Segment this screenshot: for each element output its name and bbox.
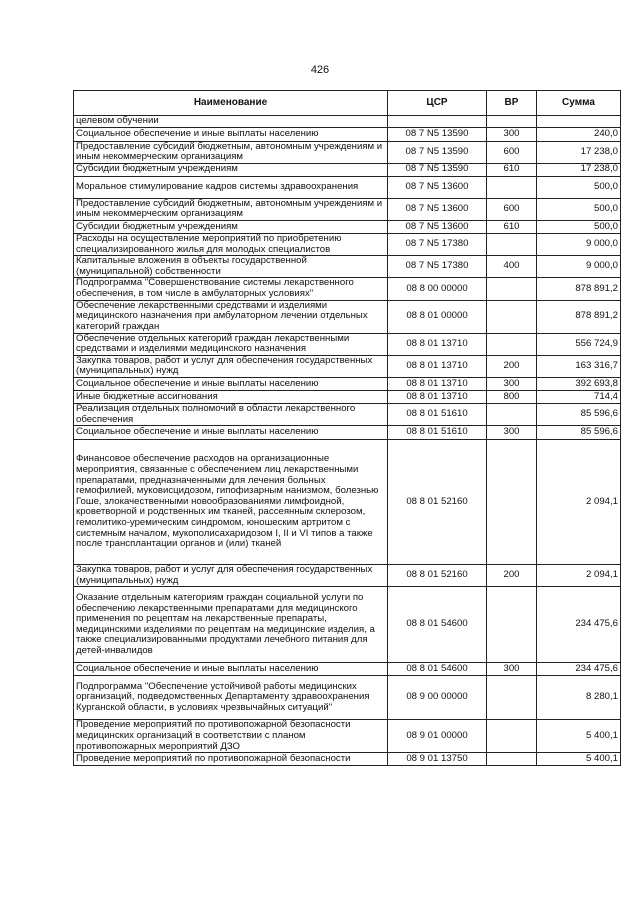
cell-vr: 300 — [487, 377, 537, 390]
table-row — [74, 565, 621, 587]
cell-vr — [487, 233, 537, 255]
cell-sum: 2 094,1 — [537, 440, 621, 565]
cell-name: целевом обучении — [74, 116, 388, 128]
cell-sum: 500,0 — [537, 176, 621, 198]
cell-csr: 08 7 N5 13600 — [388, 176, 487, 198]
cell-name: Социальное обеспечение и иные выплаты населению — [74, 663, 388, 676]
cell-sum: 5 400,1 — [537, 753, 621, 766]
cell-csr: 08 7 N5 17380 — [388, 256, 487, 278]
cell-name: Оказание отдельным категориям граждан социальной услуги по обеспечению лекарственными препаратами для медицинского применения по рецептам на лекарственные препараты, медицинскими изделиями по рецептам на медицинские изделия, а также специализированными продуктами лечебного питания для детей-инвалидов — [74, 587, 388, 663]
cell-csr — [388, 116, 487, 128]
cell-csr: 08 8 01 13710 — [388, 377, 487, 390]
cell-csr: 08 8 01 54600 — [388, 587, 487, 663]
cell-name: Социальное обеспечение и иные выплаты населению — [74, 127, 388, 141]
cell-csr: 08 7 N5 13590 — [388, 141, 487, 163]
cell-csr: 08 9 01 13750 — [388, 753, 487, 766]
cell-name: Субсидии бюджетным учреждениям — [74, 220, 388, 233]
cell-name: Обеспечение отдельных категорий граждан лекарственными средствами и изделиями медицинского назначения — [74, 333, 388, 355]
cell-name: Реализация отдельных полномочий в области лекарственного обеспечения — [74, 403, 388, 425]
cell-csr: 08 8 01 52160 — [388, 565, 487, 587]
cell-name: Иные бюджетные ассигнования — [74, 390, 388, 403]
cell-name: Проведение мероприятий по противопожарной безопасности медицинских организаций в соответствии с планом противопожарных мероприятий ДЗО — [74, 720, 388, 753]
cell-vr: 400 — [487, 256, 537, 278]
table-row — [74, 333, 621, 355]
cell-name: Закупка товаров, работ и услуг для обеспечения государственных (муниципальных) нужд — [74, 355, 388, 377]
cell-name: Расходы на осуществление мероприятий по приобретению специализированного жилья для молодых специалистов — [74, 233, 388, 255]
table-row — [74, 676, 621, 720]
cell-name: Финансовое обеспечение расходов на организационные мероприятия, связанные с обеспечением лиц лекарственными препаратами, предназначенными для лечения больных гемофилией, муковисцидозом, гипофизарным нанизмом, болезнью Гоше, злокачественными новообразованиями лимфоидной, кроветворной и родственных им тканей, рассеянным склерозом, гемолитико-уремическим синдромом, юношеским артритом с системным началом, мукополисахаридозом I, II и VI типов а также после трансплантации органов и (или) тканей — [74, 440, 388, 565]
cell-vr: 600 — [487, 198, 537, 220]
cell-csr: 08 7 N5 17380 — [388, 233, 487, 255]
cell-sum: 234 475,6 — [537, 587, 621, 663]
table-row — [74, 300, 621, 333]
table-row — [74, 278, 621, 300]
table-row — [74, 355, 621, 377]
cell-sum: 9 000,0 — [537, 233, 621, 255]
cell-sum: 17 238,0 — [537, 141, 621, 163]
cell-sum: 17 238,0 — [537, 163, 621, 176]
cell-vr — [487, 587, 537, 663]
cell-csr: 08 8 01 13710 — [388, 333, 487, 355]
cell-csr: 08 8 01 13710 — [388, 355, 487, 377]
cell-name: Подпрограмма "Обеспечение устойчивой работы медицинских организаций, подведомственных Департаменту здравоохранения Курганской области, в условиях чрезвычайных ситуаций" — [74, 676, 388, 720]
table-row — [74, 403, 621, 425]
table-row — [74, 233, 621, 255]
cell-vr — [487, 333, 537, 355]
cell-vr — [487, 403, 537, 425]
cell-vr — [487, 676, 537, 720]
cell-csr: 08 8 01 00000 — [388, 300, 487, 333]
table-row — [74, 256, 621, 278]
table-row — [74, 587, 621, 663]
table-row — [74, 377, 621, 390]
cell-sum: 500,0 — [537, 198, 621, 220]
cell-sum: 878 891,2 — [537, 278, 621, 300]
header-vr: ВР — [487, 91, 537, 116]
cell-sum: 878 891,2 — [537, 300, 621, 333]
cell-sum: 85 596,6 — [537, 426, 621, 440]
cell-sum — [537, 116, 621, 128]
cell-name: Предоставление субсидий бюджетным, автономным учреждениям и иным некоммерческим организациям — [74, 141, 388, 163]
cell-sum: 8 280,1 — [537, 676, 621, 720]
cell-sum: 163 316,7 — [537, 355, 621, 377]
cell-csr: 08 8 01 51610 — [388, 426, 487, 440]
table-row — [74, 163, 621, 176]
cell-name: Субсидии бюджетным учреждениям — [74, 163, 388, 176]
cell-vr: 610 — [487, 163, 537, 176]
cell-vr — [487, 176, 537, 198]
table-header-row — [74, 91, 621, 116]
header-name: Наименование — [74, 91, 388, 116]
cell-csr: 08 8 00 00000 — [388, 278, 487, 300]
budget-table — [73, 90, 621, 766]
cell-csr: 08 8 01 52160 — [388, 440, 487, 565]
cell-csr: 08 8 01 54600 — [388, 663, 487, 676]
cell-csr: 08 9 01 00000 — [388, 720, 487, 753]
cell-vr — [487, 116, 537, 128]
cell-name: Проведение мероприятий по противопожарной безопасности — [74, 753, 388, 766]
table-row — [74, 753, 621, 766]
cell-sum: 556 724,9 — [537, 333, 621, 355]
table-body — [74, 116, 621, 766]
cell-csr: 08 7 N5 13590 — [388, 127, 487, 141]
cell-vr — [487, 720, 537, 753]
table-row — [74, 390, 621, 403]
cell-vr — [487, 753, 537, 766]
table-row — [74, 176, 621, 198]
table-row — [74, 220, 621, 233]
cell-csr: 08 7 N5 13600 — [388, 198, 487, 220]
cell-vr: 200 — [487, 355, 537, 377]
table-row — [74, 426, 621, 440]
cell-sum: 2 094,1 — [537, 565, 621, 587]
cell-sum: 85 596,6 — [537, 403, 621, 425]
table-row — [74, 127, 621, 141]
table-row — [74, 440, 621, 565]
table-row — [74, 663, 621, 676]
cell-vr — [487, 278, 537, 300]
cell-csr: 08 7 N5 13590 — [388, 163, 487, 176]
cell-csr: 08 9 00 00000 — [388, 676, 487, 720]
cell-vr: 800 — [487, 390, 537, 403]
cell-sum: 500,0 — [537, 220, 621, 233]
table-row — [74, 198, 621, 220]
cell-sum: 240,0 — [537, 127, 621, 141]
table-row — [74, 720, 621, 753]
cell-csr: 08 8 01 51610 — [388, 403, 487, 425]
cell-sum: 5 400,1 — [537, 720, 621, 753]
page-number: 426 — [310, 64, 330, 76]
cell-csr: 08 8 01 13710 — [388, 390, 487, 403]
cell-vr: 610 — [487, 220, 537, 233]
cell-name: Подпрограмма "Совершенствование системы лекарственного обеспечения, в том числе в амбулаторных условиях" — [74, 278, 388, 300]
header-csr: ЦСР — [388, 91, 487, 116]
cell-name: Социальное обеспечение и иные выплаты населению — [74, 426, 388, 440]
cell-vr: 300 — [487, 127, 537, 141]
cell-name: Предоставление субсидий бюджетным, автономным учреждениям и иным некоммерческим организациям — [74, 198, 388, 220]
table-row — [74, 116, 621, 128]
cell-name: Капитальные вложения в объекты государственной (муниципальной) собственности — [74, 256, 388, 278]
cell-sum: 392 693,8 — [537, 377, 621, 390]
cell-vr — [487, 300, 537, 333]
cell-vr: 300 — [487, 426, 537, 440]
cell-sum: 9 000,0 — [537, 256, 621, 278]
cell-sum: 714,4 — [537, 390, 621, 403]
table-row — [74, 141, 621, 163]
cell-vr: 300 — [487, 663, 537, 676]
cell-name: Социальное обеспечение и иные выплаты населению — [74, 377, 388, 390]
cell-vr: 600 — [487, 141, 537, 163]
cell-sum: 234 475,6 — [537, 663, 621, 676]
cell-name: Закупка товаров, работ и услуг для обеспечения государственных (муниципальных) нужд — [74, 565, 388, 587]
cell-name: Обеспечение лекарственными средствами и изделиями медицинского назначения при амбулаторном лечении отдельных категорий граждан — [74, 300, 388, 333]
cell-name: Моральное стимулирование кадров системы здравоохранения — [74, 176, 388, 198]
cell-vr: 200 — [487, 565, 537, 587]
cell-csr: 08 7 N5 13600 — [388, 220, 487, 233]
cell-vr — [487, 440, 537, 565]
header-sum: Сумма — [537, 91, 621, 116]
